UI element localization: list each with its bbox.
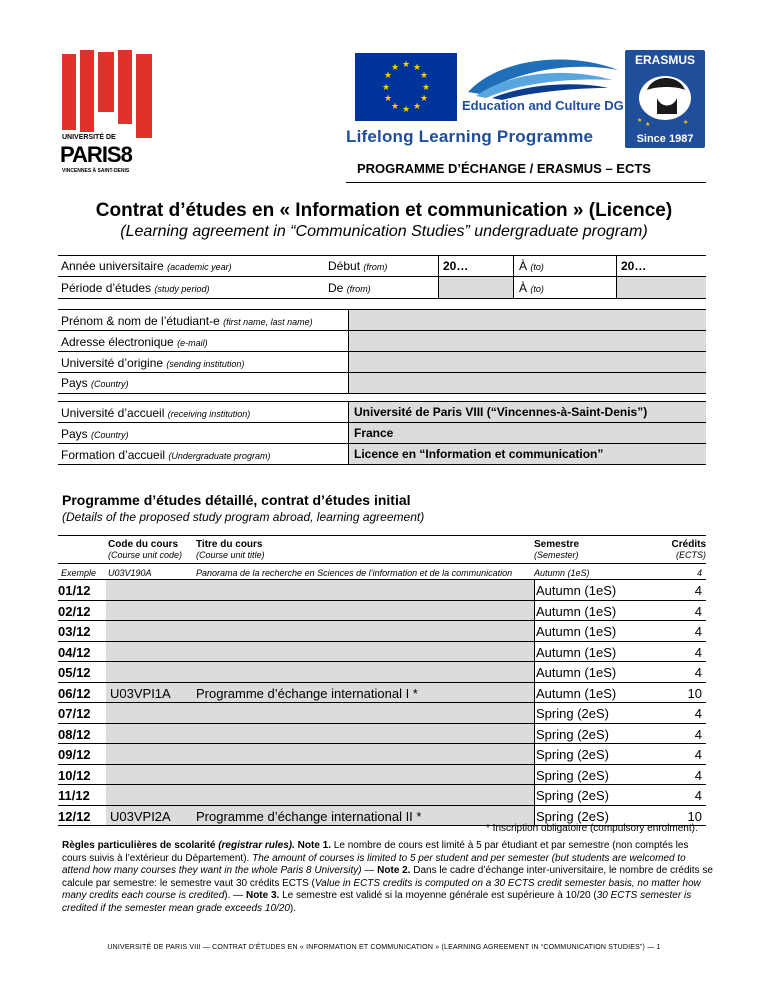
erasmus-title: ERASMUS [634, 53, 695, 67]
course-credits: 4 [694, 624, 702, 639]
paris8-line2: VINCENNES À SAINT-DENIS [62, 168, 130, 174]
svg-text:★: ★ [381, 83, 391, 93]
row-number: 06/12 [58, 685, 91, 701]
course-credits: 4 [694, 583, 702, 598]
row-number: 04/12 [58, 644, 91, 660]
svg-text:★: ★ [421, 83, 431, 93]
svg-text:★: ★ [637, 117, 643, 124]
course-title: Programme d’échange international II * [196, 808, 422, 824]
course-credits: 4 [694, 706, 702, 721]
paris8-logo [60, 50, 156, 180]
study-period-label: Période d’études (study period) [61, 281, 210, 295]
row-number: 12/12 [58, 808, 91, 824]
header-title: Titre du cours (Course unit title) [196, 539, 265, 560]
erasmus-portrait-icon [633, 68, 697, 128]
student-name-label: Prénom & nom de l’étudiant-e (first name, last name) [61, 314, 313, 328]
course-title: Programme d’échange international I * [196, 685, 418, 701]
student-email-label: Adresse électronique (e-mail) [61, 335, 208, 349]
svg-text:★: ★ [645, 121, 651, 128]
host-country-label: Pays (Country) [61, 427, 129, 441]
row-number: 07/12 [58, 706, 91, 721]
header-divider [346, 182, 706, 183]
row-number: 05/12 [58, 665, 91, 680]
course-code: U03VPI2A [110, 808, 171, 824]
course-credits: 4 [694, 665, 702, 680]
course-credits: 4 [694, 644, 702, 660]
svg-text:★: ★ [401, 60, 411, 70]
registrar-rules: Règles particulières de scolarité (registrar rules). Note 1. Le nombre de cours est limité à 5 par étudiant et par semestre (non comptés les cours suivis à l’extérieur du Département). The amount of courses is limited to 5 per student and per semester (but students are welcomed to attend how many courses they want in the whole Paris 8 University) — Note 2. Dans le cadre d’échange inter-universitaire, le nombre de crédits se calcule par semestre: le semestre vaut 30 crédits ECTS (Value in ECTS credits is computed on a 30 ECTS credit semester basis, no matter how many credits each course is credited). — Note 3. Le semestre est validé si la moyenne générale est supérieure à 10/20 (30 ECTS semester is credited if the semester mean grade exceeds 10/20). [62, 840, 713, 914]
page-title: Contrat d’études en « Information et communication » (Licence) [95, 200, 673, 221]
student-country-label: Pays (Country) [61, 376, 129, 390]
course-code: U03VPI1A [110, 685, 171, 701]
paris8-name: PARIS8 [60, 142, 132, 167]
header-credits: Crédits (ECTS) [671, 539, 706, 560]
course-entry-field[interactable] [106, 703, 534, 723]
course-semester: Autumn (1eS) [536, 624, 617, 639]
end-value[interactable]: 20… [621, 259, 647, 273]
course-credits: 4 [694, 747, 702, 762]
header-semester: Semestre (Semester) [534, 539, 580, 560]
to-label: À (to) [519, 281, 544, 295]
host-program-label: Formation d’accueil (Undergraduate program) [61, 448, 271, 462]
sending-institution-label: Université d’origine (sending institution) [61, 356, 245, 370]
course-credits: 10 [687, 808, 702, 824]
example-semester: Autumn (1eS) [534, 568, 590, 578]
row-number: 03/12 [58, 624, 91, 639]
course-semester: Spring (2eS) [536, 767, 609, 783]
header-code: Code du cours (Course unit code) [108, 539, 183, 560]
page-subtitle: (Learning agreement in “Communication Studies” undergraduate program) [120, 223, 648, 240]
program-header: PROGRAMME D’ÉCHANGE / ERASMUS – ECTS [357, 161, 651, 176]
course-entry-field[interactable] [106, 724, 534, 744]
svg-text:★: ★ [412, 102, 422, 112]
period-block [58, 255, 706, 299]
course-credits: 10 [687, 685, 702, 701]
course-entry-field[interactable] [106, 662, 534, 682]
row-number: 08/12 [58, 726, 91, 742]
start-label: Début (from) [328, 259, 388, 273]
row-number: 02/12 [58, 603, 91, 619]
row-number: 10/12 [58, 767, 91, 783]
svg-text:★: ★ [419, 94, 429, 104]
paris8-line1: UNIVERSITÉ DE [62, 134, 116, 141]
course-semester: Spring (2eS) [536, 706, 609, 721]
svg-text:★: ★ [390, 63, 400, 73]
from-label: De (from) [328, 281, 371, 295]
course-entry-field[interactable] [106, 642, 534, 662]
end-label: À (to) [519, 259, 544, 273]
course-semester: Spring (2eS) [536, 788, 609, 803]
example-title: Panorama de la recherche en Sciences de l’information et de la communication [196, 568, 513, 578]
row-number: 01/12 [58, 583, 91, 598]
course-semester: Autumn (1eS) [536, 665, 617, 680]
course-semester: Autumn (1eS) [536, 603, 617, 619]
course-semester: Spring (2eS) [536, 726, 609, 742]
course-entry-field[interactable] [106, 744, 534, 764]
course-semester: Spring (2eS) [536, 808, 609, 824]
svg-text:★: ★ [383, 71, 393, 81]
svg-text:★: ★ [683, 119, 689, 126]
course-credits: 4 [694, 767, 702, 783]
erasmus-since: Since 1987 [636, 133, 694, 145]
footnote: * Inscription obligatoire (compulsory enrolment). [486, 823, 698, 834]
svg-text:★: ★ [401, 105, 411, 115]
host-block [58, 401, 706, 464]
page-footer: UNIVERSITÉ DE PARIS VIII — CONTRAT D’ÉTUDES EN « INFORMATION ET COMMUNICATION » (LEARNING AGREEMENT IN “COMMUNICATION STUDIES”) — 1 [107, 944, 661, 951]
erasmus-logo [625, 50, 705, 148]
course-table [58, 535, 706, 825]
course-semester: Autumn (1eS) [536, 583, 617, 598]
course-entry-field[interactable] [106, 785, 534, 805]
course-credits: 4 [694, 726, 702, 742]
example-label: Exemple [61, 568, 97, 578]
receiving-institution-label: Université d’accueil (receiving institution) [61, 406, 251, 420]
host-country-value: France [354, 426, 394, 440]
course-semester: Autumn (1eS) [536, 644, 617, 660]
edu-culture-text: Education and Culture DG [462, 98, 624, 113]
start-value[interactable]: 20… [443, 259, 469, 273]
course-semester: Autumn (1eS) [536, 685, 617, 701]
course-credits: 4 [694, 603, 702, 619]
example-code: U03V190A [108, 568, 152, 578]
svg-text:★: ★ [390, 102, 400, 112]
course-entry-field[interactable] [106, 621, 534, 641]
svg-text:★: ★ [419, 71, 429, 81]
course-entry-field[interactable] [106, 580, 534, 600]
lifelong-learning-text: Lifelong Learning Programme [346, 127, 594, 146]
row-number: 09/12 [58, 747, 91, 762]
course-entry-field[interactable] [106, 765, 534, 785]
receiving-institution-value: Université de Paris VIII (“Vincennes-à-Saint-Denis”) [354, 405, 648, 419]
course-semester: Spring (2eS) [536, 747, 609, 762]
example-credits: 4 [696, 568, 702, 578]
course-credits: 4 [694, 788, 702, 803]
student-block [58, 309, 706, 393]
host-program-value: Licence en “Information et communication” [354, 447, 604, 461]
section-title: Programme d’études détaillé, contrat d’études initial [62, 492, 411, 508]
svg-text:★: ★ [412, 63, 422, 73]
academic-year-label: Année universitaire (academic year) [61, 259, 232, 273]
education-culture-logo-icon [462, 52, 622, 102]
semester-column-divider [534, 580, 535, 826]
eu-flag-icon [355, 53, 457, 121]
row-number: 11/12 [58, 788, 90, 803]
section-subtitle: (Details of the proposed study program abroad, learning agreement) [62, 510, 425, 524]
course-entry-field[interactable] [106, 601, 534, 621]
svg-text:★: ★ [383, 94, 393, 104]
